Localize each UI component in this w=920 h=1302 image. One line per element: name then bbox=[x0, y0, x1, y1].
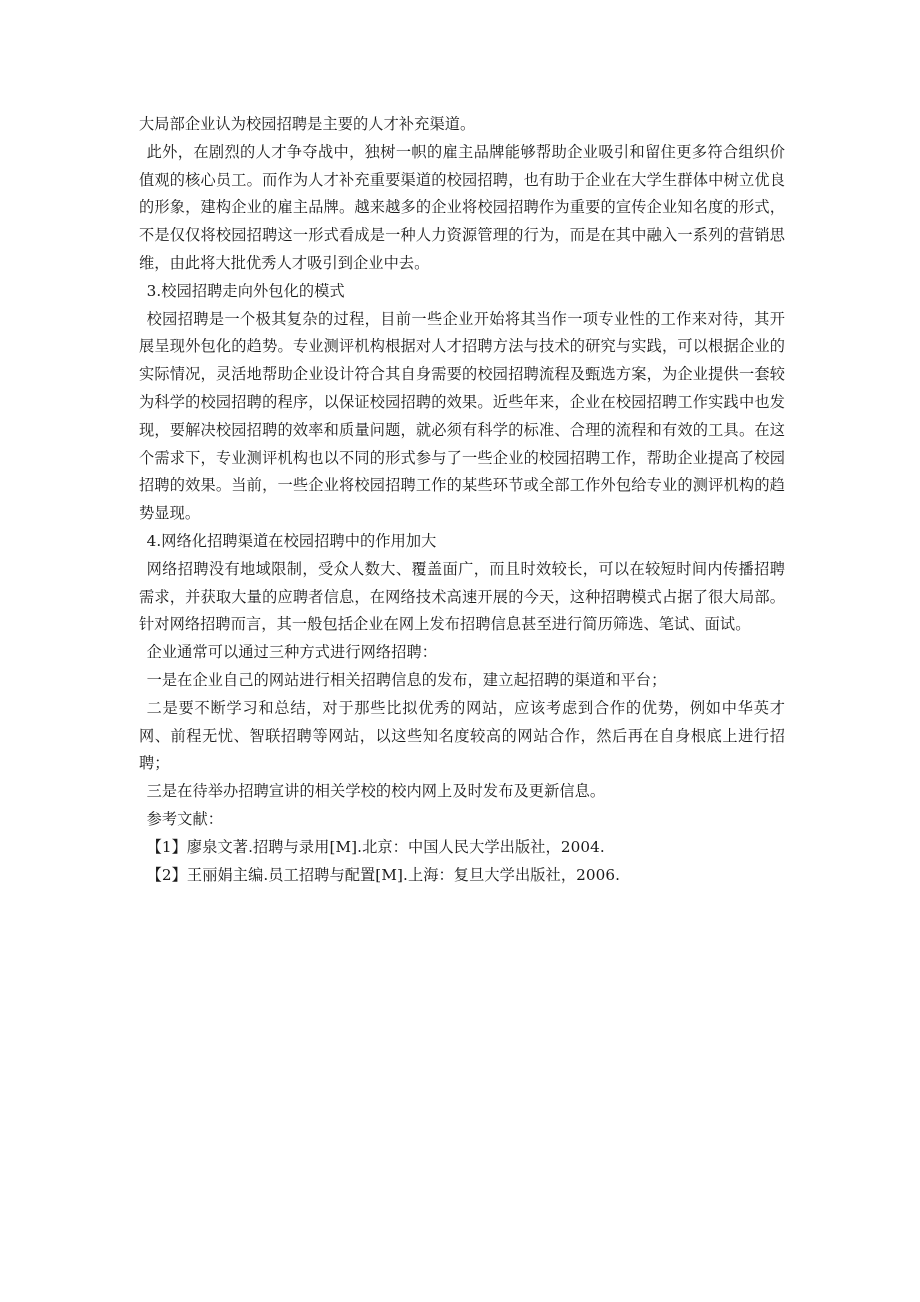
references-title: 参考文献： bbox=[146, 809, 224, 828]
paragraph-three-methods: 企业通常可以通过三种方式进行网络招聘： bbox=[146, 643, 438, 662]
section-heading-online-recruiting: 4.网络化招聘渠道在校园招聘中的作用加大 bbox=[146, 531, 437, 550]
paragraph-outsourcing: 校园招聘是一个极其复杂的过程，目前一些企业开始将其当作一项专业性的工作来对待，其开展呈现外包化的趋势。专业测评机构根据对人才招聘方法与技术的研究与实践，可以根据企业的实际情况，灵活地帮助企业设计符合其自身需要的校园招聘流程及甄选方案，为企业提供一套较为科学的校园招聘的程序，以保证校园招聘的效果。近些年来，企业在校园招聘工作实践中也发现，要解决校园招聘的效率和质量问题，就必须有科学的标准、合理的流程和有效的工具。在这个需求下，专业测评机构也以不同的形式参与了一些企业的校园招聘工作，帮助企业提高了校园招聘的效果。当前，一些企业将校园招聘工作的某些环节或全部工作外包给专业的测评机构的趋势显现。 bbox=[139, 309, 785, 523]
list-item-method-one: 一是在企业自己的网站进行相关招聘信息的发布，建立起招聘的渠道和平台； bbox=[146, 670, 667, 689]
reference-item-2: 【2】王丽娟主编.员工招聘与配置[M].上海：复旦大学出版社，2006. bbox=[146, 865, 621, 884]
section-heading-outsourcing: 3.校园招聘走向外包化的模式 bbox=[146, 281, 345, 300]
list-item-method-two: 二是要不断学习和总结，对于那些比拟优秀的网站，应该考虑到合作的优势，例如中华英才网、前程无忧、智联招聘等网站，以这些知名度较高的网站合作，然后再在自身根底上进行招聘； bbox=[139, 698, 785, 773]
paragraph-online-recruiting: 网络招聘没有地域限制，受众人数大、覆盖面广，而且时效较长，可以在较短时间内传播招聘需求，并获取大量的应聘者信息，在网络技术高速开展的今天，这种招聘模式占据了很大局部。针对网络招聘而言，其一般包括企业在网上发布招聘信息甚至进行简历筛选、笔试、面试。 bbox=[139, 559, 785, 634]
reference-item-1: 【1】廖泉文著.招聘与录用[M].北京：中国人民大学出版社，2004. bbox=[146, 837, 605, 856]
paragraph-intro: 大局部企业认为校园招聘是主要的人才补充渠道。 bbox=[139, 115, 476, 133]
list-item-method-three: 三是在待举办招聘宣讲的相关学校的校内网上及时发布及更新信息。 bbox=[146, 782, 606, 801]
document-body bbox=[139, 111, 785, 889]
paragraph-employer-brand: 此外，在剧烈的人才争夺战中，独树一帜的雇主品牌能够帮助企业吸引和留住更多符合组织价值观的核心员工。而作为人才补充重要渠道的校园招聘，也有助于企业在大学生群体中树立优良的形象，建构企业的雇主品牌。越来越多的企业将校园招聘作为重要的宣传企业知名度的形式，不是仅仅将校园招聘这一形式看成是一种人力资源管理的行为，而是在其中融入一系列的营销思维，由此将大批优秀人才吸引到企业中去。 bbox=[139, 142, 785, 272]
